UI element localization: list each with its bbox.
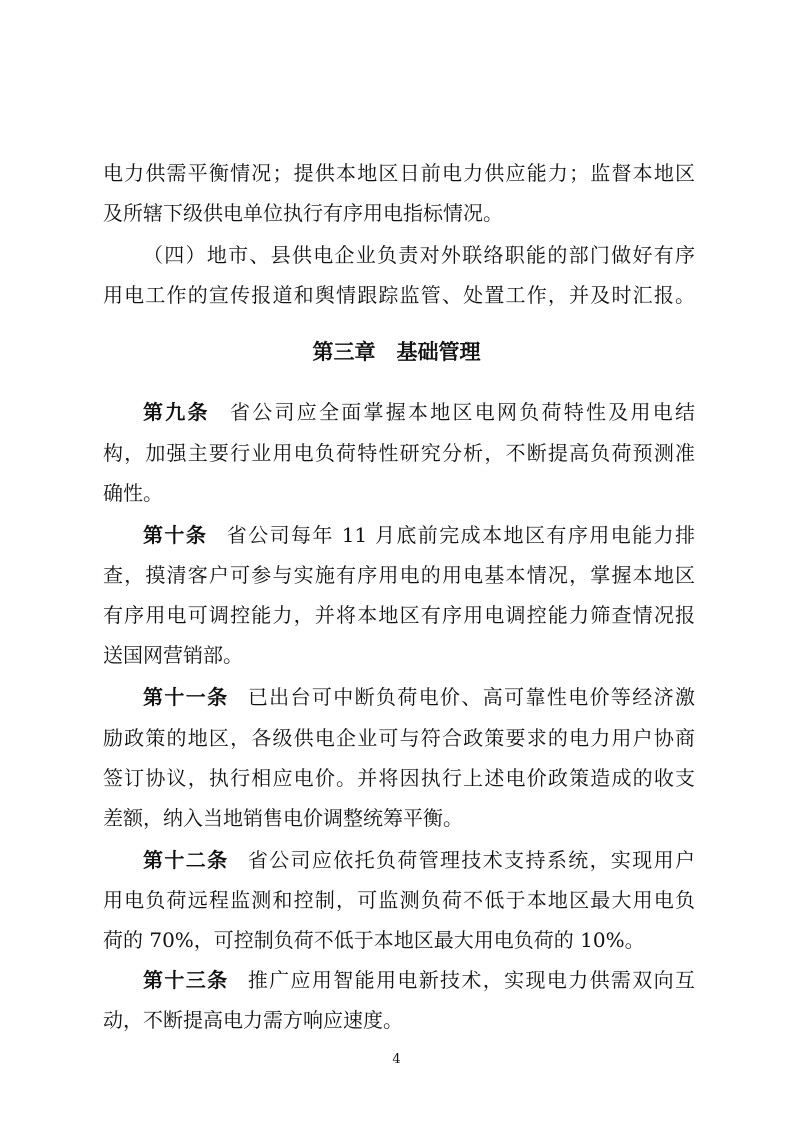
article-label: 第十一条	[143, 685, 229, 709]
article-text: 推广应用智能用电新技术，实现电力供需双向互	[246, 968, 696, 992]
chapter-title: 第三章 基础管理	[312, 340, 481, 364]
paragraph-line: 荷的 70%，可控制负荷不低于本地区最大用电负荷的 10%。	[103, 928, 645, 952]
article-first-line	[143, 965, 695, 995]
paragraph-line: 用电工作的宣传报道和舆情跟踪监管、处置工作，并及时汇报。	[103, 283, 695, 307]
article-first-line	[143, 520, 695, 550]
paragraph-line: 动，不断提高电力需方响应速度。	[103, 1008, 403, 1032]
paragraph-line: 用电负荷远程监测和控制，可监测负荷不低于本地区最大用电负	[103, 888, 695, 912]
paragraph-line: 励政策的地区，各级供电企业可与符合政策要求的电力用户协商	[103, 726, 695, 750]
article-label: 第十三条	[143, 968, 229, 992]
paragraph-line: 签订协议，执行相应电价。并将因执行上述电价政策造成的收支	[103, 766, 695, 790]
paragraph-line: （四）地市、县供电企业负责对外联络职能的部门做好有序	[143, 243, 695, 267]
article-label: 第十条	[143, 523, 208, 547]
page-number: 4	[392, 1052, 401, 1067]
paragraph-line: 及所辖下级供电单位执行有序用电指标情况。	[103, 201, 503, 225]
article-first-line	[143, 397, 695, 427]
paragraph-line: 有序用电可调控能力，并将本地区有序用电调控能力筛查情况报	[103, 603, 695, 627]
paragraph-line: 送国网营销部。	[103, 643, 243, 667]
article-text: 省公司应依托负荷管理技术支持系统，实现用户	[246, 848, 696, 872]
paragraph-line: 构，加强主要行业用电负荷特性研究分析，不断提高负荷预测准	[103, 441, 695, 465]
paragraph-line: 电力供需平衡情况；提供本地区日前电力供应能力；监督本地区	[103, 161, 695, 185]
article-label: 第十二条	[143, 848, 229, 872]
article-first-line	[143, 845, 695, 875]
article-text: 已出台可中断负荷电价、高可靠性电价等经济激	[246, 685, 696, 709]
article-label: 第九条	[143, 400, 210, 424]
paragraph-line: 差额，纳入当地销售电价调整统筹平衡。	[103, 806, 463, 830]
article-text: 省公司应全面掌握本地区电网负荷特性及用电结	[227, 400, 695, 424]
paragraph-line: 查，摸清客户可参与实施有序用电的用电基本情况，掌握本地区	[103, 563, 695, 587]
paragraph-line: 确性。	[103, 481, 163, 505]
article-text: 省公司每年 11 月底前完成本地区有序用电能力排	[225, 523, 696, 547]
article-first-line	[143, 682, 695, 712]
